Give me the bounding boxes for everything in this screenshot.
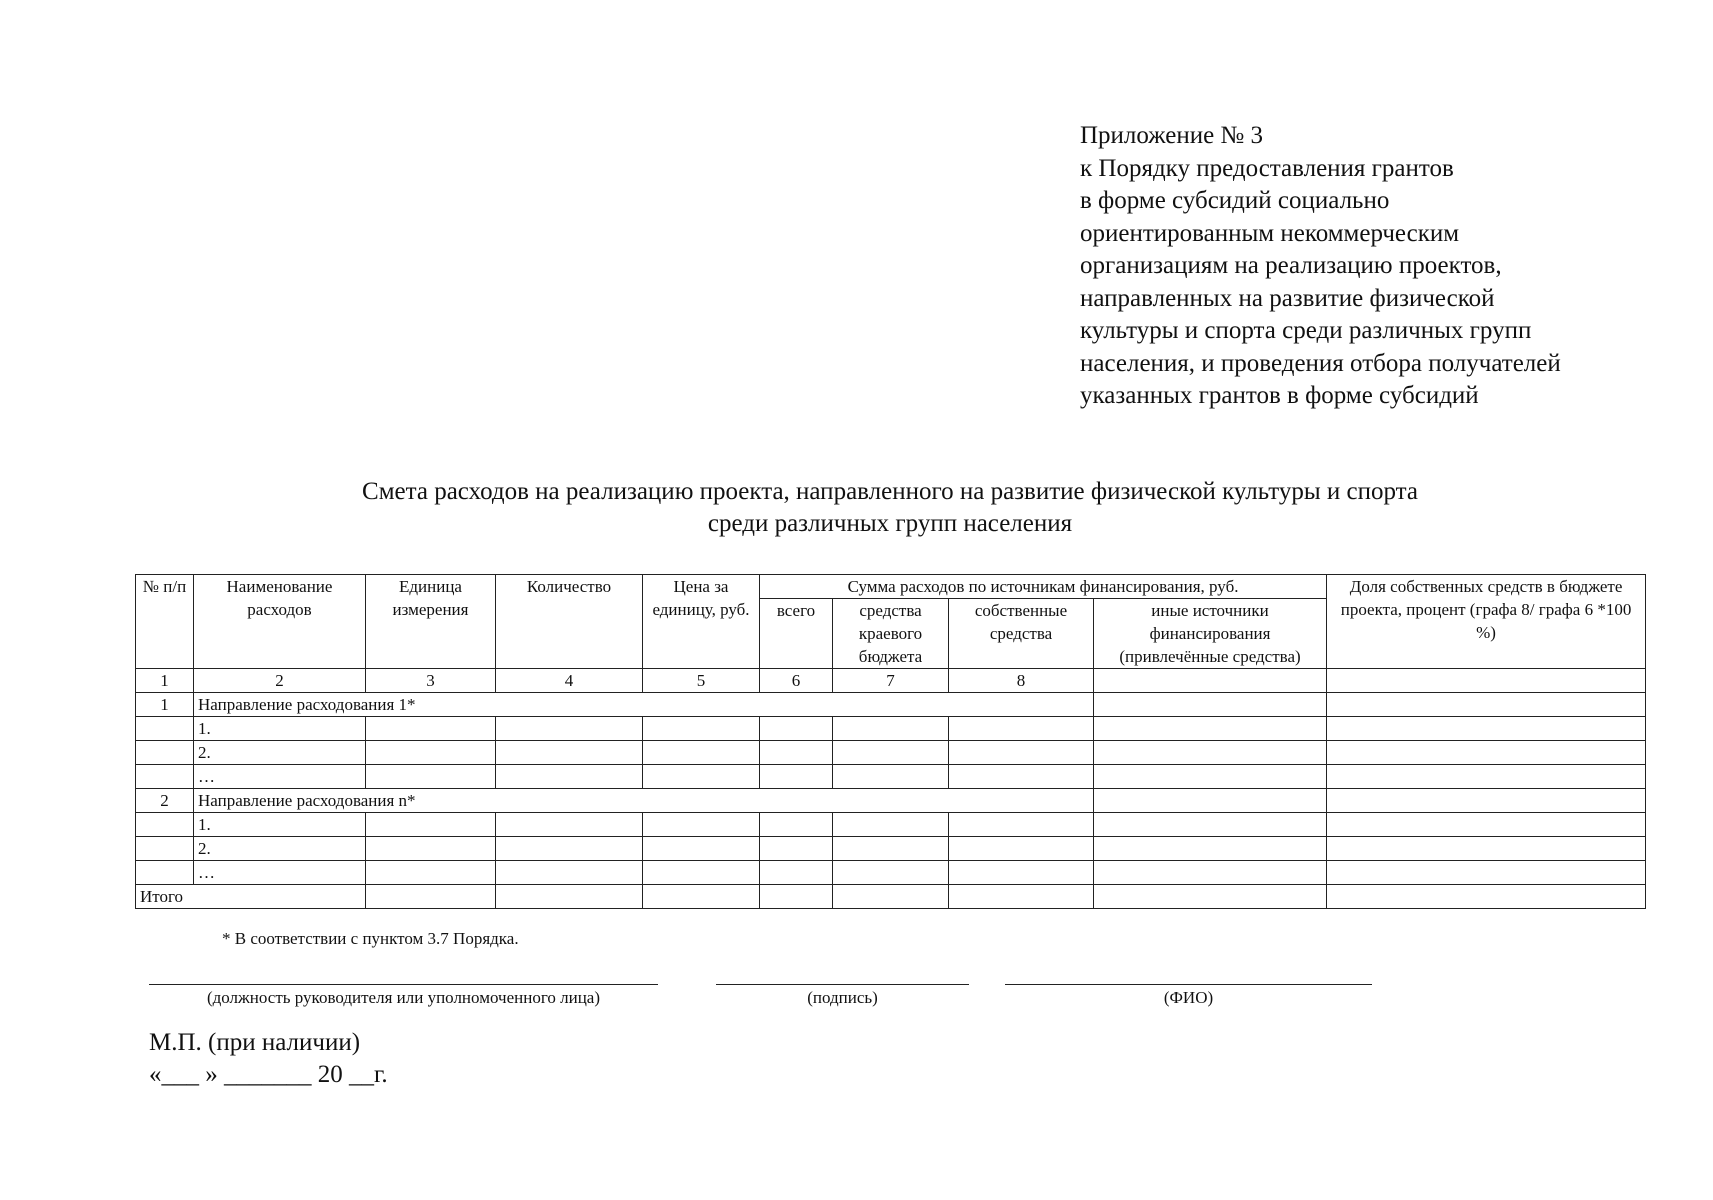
table-cell[interactable] (496, 885, 643, 909)
title-line-2: среди различных групп населения (707, 510, 1073, 537)
header-own: собственные средства (949, 599, 1094, 669)
section-title: Направление расходования 1* (194, 693, 1094, 717)
table-cell[interactable] (949, 813, 1094, 837)
table-row (136, 717, 1646, 741)
table-row (136, 813, 1646, 837)
table-row (136, 837, 1646, 861)
section-row (136, 693, 1646, 717)
table-cell[interactable] (496, 765, 643, 789)
table-cell[interactable] (1094, 717, 1327, 741)
table-cell[interactable] (1094, 765, 1327, 789)
item-label: 2. (194, 741, 366, 765)
table-cell[interactable] (833, 717, 949, 741)
header-row (136, 575, 1646, 599)
appendix-line: населения, и проведения отбора получателей (1080, 349, 1561, 377)
table-cell[interactable] (949, 861, 1094, 885)
table-cell[interactable] (949, 837, 1094, 861)
table-cell[interactable] (1327, 693, 1646, 717)
table-cell[interactable] (643, 861, 760, 885)
table-cell[interactable] (1327, 885, 1646, 909)
position-line[interactable] (149, 984, 658, 985)
table-cell[interactable] (643, 813, 760, 837)
table-cell[interactable] (833, 813, 949, 837)
table-cell[interactable] (1094, 741, 1327, 765)
table-cell[interactable] (949, 885, 1094, 909)
total-label: Итого (136, 885, 366, 909)
table-cell[interactable] (136, 717, 194, 741)
table-cell[interactable] (833, 765, 949, 789)
table-cell[interactable] (136, 741, 194, 765)
header-sum-group: Сумма расходов по источникам финансирования, руб. (760, 575, 1327, 599)
title-line-1: Смета расходов на реализацию проекта, направленного на развитие физической культуры и спорта (362, 478, 1418, 505)
table-cell[interactable] (136, 765, 194, 789)
table-cell[interactable] (760, 813, 833, 837)
table-cell[interactable] (760, 861, 833, 885)
column-number: 6 (760, 669, 833, 693)
item-label: 2. (194, 837, 366, 861)
header-name: Наименование расходов (194, 575, 366, 669)
table-cell[interactable] (833, 885, 949, 909)
document-title (240, 476, 1540, 540)
appendix-line: организациям на реализацию проектов, (1080, 252, 1502, 279)
table-cell[interactable] (643, 885, 760, 909)
table-cell[interactable] (949, 717, 1094, 741)
section-num: 1 (136, 693, 194, 717)
table-cell[interactable] (833, 861, 949, 885)
table-cell[interactable] (496, 861, 643, 885)
table-cell[interactable] (1327, 813, 1646, 837)
table-cell[interactable] (1094, 885, 1327, 909)
appendix-line: в форме субсидий социально (1080, 187, 1390, 214)
column-number (1094, 669, 1327, 693)
table-cell[interactable] (760, 837, 833, 861)
table-cell[interactable] (366, 813, 496, 837)
table-cell[interactable] (1094, 837, 1327, 861)
appendix-line: Приложение № 3 (1080, 122, 1264, 149)
table-cell[interactable] (366, 717, 496, 741)
table-cell[interactable] (1094, 789, 1327, 813)
table-row (136, 765, 1646, 789)
seal-label: М.П. (при наличии) (149, 1029, 361, 1056)
table-cell[interactable] (643, 741, 760, 765)
column-number: 8 (949, 669, 1094, 693)
table-cell[interactable] (760, 717, 833, 741)
table-cell[interactable] (643, 837, 760, 861)
appendix-line: ориентированным некоммерческим (1080, 219, 1460, 247)
header-other: иные источники финансирования (привлечённые средства) (1094, 599, 1327, 669)
header-share: Доля собственных средств в бюджете проекта, процент (графа 8/ графа 6 *100 %) (1327, 575, 1646, 669)
table-cell[interactable] (136, 837, 194, 861)
stamp-block (149, 1027, 388, 1091)
appendix-header (1080, 120, 1680, 413)
table-cell[interactable] (1094, 693, 1327, 717)
table-cell[interactable] (496, 837, 643, 861)
header-quantity: Количество (496, 575, 643, 669)
table-cell[interactable] (1327, 789, 1646, 813)
header-price: Цена за единицу, руб. (643, 575, 760, 669)
table-cell[interactable] (1327, 837, 1646, 861)
table-cell[interactable] (1094, 861, 1327, 885)
estimate-table (135, 574, 1646, 909)
table-cell[interactable] (949, 741, 1094, 765)
appendix-line: направленных на развитие физической (1080, 284, 1495, 312)
section-num: 2 (136, 789, 194, 813)
table-cell[interactable] (1327, 717, 1646, 741)
table-cell[interactable] (366, 741, 496, 765)
table-cell[interactable] (1327, 861, 1646, 885)
table-cell[interactable] (366, 765, 496, 789)
total-row (136, 885, 1646, 909)
table-cell[interactable] (496, 813, 643, 837)
name-line[interactable] (1005, 984, 1372, 985)
table-cell[interactable] (1094, 813, 1327, 837)
table-cell[interactable] (136, 813, 194, 837)
column-number-row (136, 669, 1646, 693)
column-number: 4 (496, 669, 643, 693)
table-cell[interactable] (643, 765, 760, 789)
item-label: … (194, 861, 366, 885)
name-label: (ФИО) (1163, 988, 1214, 1007)
footnote: * В соответствии с пунктом 3.7 Порядка. (222, 929, 519, 948)
table-cell[interactable] (760, 765, 833, 789)
header-total: всего (760, 599, 833, 669)
header-unit: Единица измерения (366, 575, 496, 669)
table-cell[interactable] (366, 837, 496, 861)
table-cell[interactable] (833, 741, 949, 765)
date-line[interactable]: «___ » _______ 20 __г. (149, 1061, 388, 1088)
item-label: … (194, 765, 366, 789)
table-cell[interactable] (833, 837, 949, 861)
signature-label: (подпись) (807, 988, 878, 1007)
column-number: 5 (643, 669, 760, 693)
appendix-line: культуры и спорта среди различных групп (1080, 317, 1532, 344)
table-cell[interactable] (760, 741, 833, 765)
table-cell[interactable] (1327, 741, 1646, 765)
column-number: 3 (366, 669, 496, 693)
table-cell[interactable] (136, 861, 194, 885)
table-cell[interactable] (643, 717, 760, 741)
signature-line[interactable] (716, 984, 969, 985)
table-cell[interactable] (366, 861, 496, 885)
position-label: (должность руководителя или уполномоченного лица) (206, 988, 601, 1007)
item-label: 1. (194, 813, 366, 837)
header-num: № п/п (136, 575, 194, 669)
section-title: Направление расходования n* (194, 789, 1094, 813)
table-cell[interactable] (366, 885, 496, 909)
table-cell[interactable] (760, 885, 833, 909)
section-row (136, 789, 1646, 813)
table-cell[interactable] (1327, 765, 1646, 789)
table-row (136, 861, 1646, 885)
item-label: 1. (194, 717, 366, 741)
column-number: 1 (136, 669, 194, 693)
table-cell[interactable] (949, 765, 1094, 789)
column-number (1327, 669, 1646, 693)
column-number: 2 (194, 669, 366, 693)
header-regional: средства краевого бюджета (833, 599, 949, 669)
table-cell[interactable] (496, 717, 643, 741)
appendix-line: указанных грантов в форме субсидий (1080, 382, 1479, 409)
column-number: 7 (833, 669, 949, 693)
table-cell[interactable] (496, 741, 643, 765)
table-row (136, 741, 1646, 765)
appendix-line: к Порядку предоставления грантов (1080, 154, 1454, 182)
